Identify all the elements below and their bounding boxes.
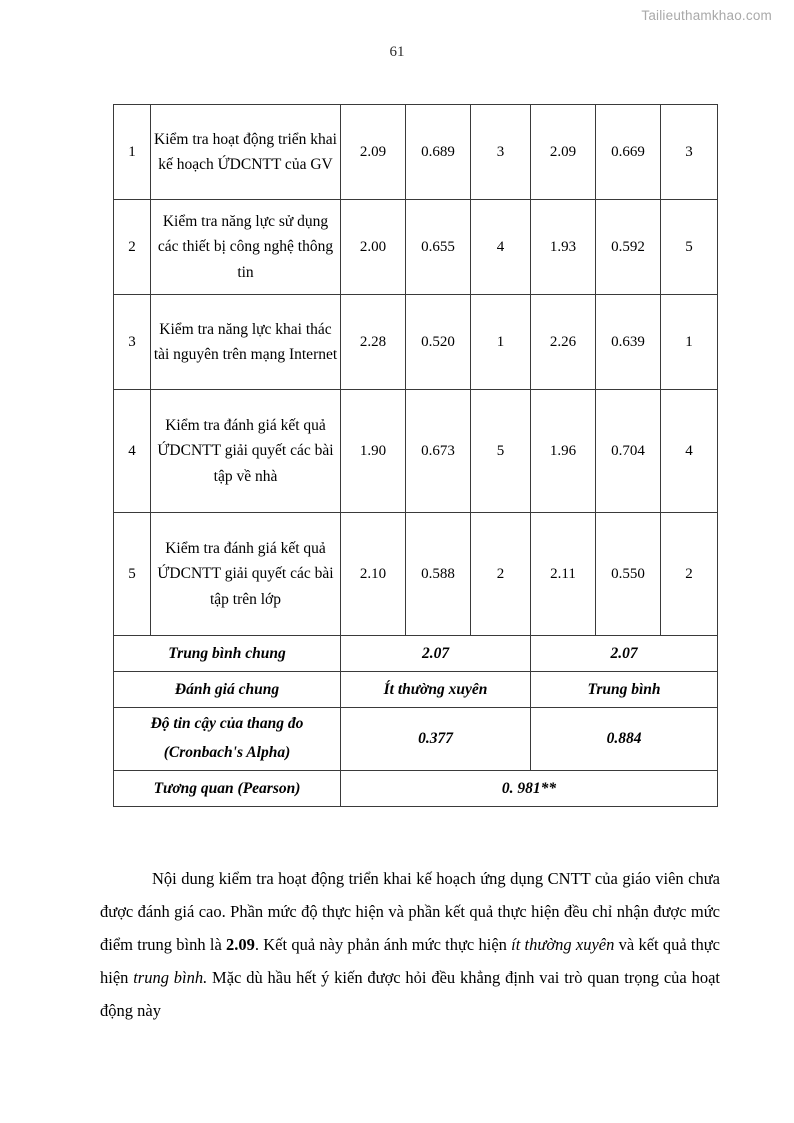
row-rank-a: 5 (471, 390, 531, 513)
reliability-value-a: 0.377 (341, 708, 531, 771)
row-index: 2 (114, 200, 151, 295)
reliability-value-b: 0.884 (531, 708, 718, 771)
table-row (114, 513, 718, 636)
table-row (114, 390, 718, 513)
row-name: Kiểm tra hoạt động triển khai kế hoạch ỨDCNTT của GV (151, 105, 341, 200)
paragraph-segment-4: Mặc dù hầu hết ý kiến được hỏi đều khẳng định vai trò quan trọng của hoạt động này (100, 967, 720, 1020)
row-sd-a: 0.689 (406, 105, 471, 200)
assessment-value-b: Trung bình (531, 672, 718, 708)
table-row (114, 200, 718, 295)
row-sd-a: 0.655 (406, 200, 471, 295)
average-value-b: 2.07 (531, 636, 718, 672)
row-mean-a: 1.90 (341, 390, 406, 513)
assessment-value-a: Ít thường xuyên (341, 672, 531, 708)
row-rank-b: 5 (661, 200, 718, 295)
average-value-a: 2.07 (341, 636, 531, 672)
row-rank-a: 3 (471, 105, 531, 200)
row-mean-b: 2.26 (531, 295, 596, 390)
row-rank-a: 1 (471, 295, 531, 390)
body-paragraph (100, 862, 720, 1027)
row-mean-a: 2.00 (341, 200, 406, 295)
row-index: 4 (114, 390, 151, 513)
row-sd-b: 0.669 (596, 105, 661, 200)
reliability-label (114, 708, 341, 771)
table-row (114, 105, 718, 200)
row-index: 5 (114, 513, 151, 636)
row-index: 1 (114, 105, 151, 200)
assessment-label: Đánh giá chung (114, 672, 341, 708)
row-name: Kiểm tra đánh giá kết quả ỨDCNTT giải quyết các bài tập trên lớp (151, 513, 341, 636)
paragraph-segment-1: Nội dung kiểm tra hoạt động triển khai kế hoạch ứng dụng CNTT của giáo viên chưa được đánh giá cao. Phần mức độ thực hiện và phần kết quả thực hiện đều chỉ nhận được mức điểm trung bình là (100, 868, 720, 954)
row-mean-a: 2.28 (341, 295, 406, 390)
watermark-text: Tailieuthamkhao.com (641, 8, 772, 23)
row-name: Kiểm tra đánh giá kết quả ỨDCNTT giải quyết các bài tập về nhà (151, 390, 341, 513)
row-mean-b: 2.09 (531, 105, 596, 200)
correlation-label: Tương quan (Pearson) (114, 771, 341, 807)
row-mean-a: 2.10 (341, 513, 406, 636)
row-sd-b: 0.639 (596, 295, 661, 390)
row-rank-b: 1 (661, 295, 718, 390)
row-sd-b: 0.704 (596, 390, 661, 513)
row-mean-a: 2.09 (341, 105, 406, 200)
row-rank-a: 2 (471, 513, 531, 636)
row-index: 3 (114, 295, 151, 390)
row-sd-a: 0.520 (406, 295, 471, 390)
row-rank-a: 4 (471, 200, 531, 295)
results-table-container (113, 104, 717, 807)
row-sd-b: 0.592 (596, 200, 661, 295)
row-rank-b: 4 (661, 390, 718, 513)
row-rank-b: 3 (661, 105, 718, 200)
row-mean-b: 1.96 (531, 390, 596, 513)
row-mean-b: 2.11 (531, 513, 596, 636)
paragraph-italic-1: ít thường xuyên (511, 934, 615, 954)
row-sd-a: 0.673 (406, 390, 471, 513)
row-name: Kiểm tra năng lực khai thác tài nguyên trên mạng Internet (151, 295, 341, 390)
row-sd-a: 0.588 (406, 513, 471, 636)
table-row (114, 295, 718, 390)
summary-row-assessment (114, 672, 718, 708)
reliability-label-line1: Độ tin cậy của thang đo (150, 715, 304, 733)
paragraph-italic-2: trung bình. (133, 967, 208, 987)
page-number: 61 (389, 44, 405, 60)
average-label: Trung bình chung (114, 636, 341, 672)
paragraph-segment-3: và kết quả thực hiện (100, 934, 720, 987)
correlation-value: 0. 981** (341, 771, 718, 807)
paragraph-bold-score: 2.09 (226, 934, 255, 954)
summary-row-correlation (114, 771, 718, 807)
row-sd-b: 0.550 (596, 513, 661, 636)
reliability-label-line2: (Cronbach's Alpha) (163, 744, 291, 761)
row-name: Kiểm tra năng lực sử dụng các thiết bị công nghệ thông tin (151, 200, 341, 295)
row-mean-b: 1.93 (531, 200, 596, 295)
summary-row-average (114, 636, 718, 672)
summary-row-reliability (114, 708, 718, 771)
results-table (113, 104, 718, 807)
row-rank-b: 2 (661, 513, 718, 636)
paragraph-segment-2: . Kết quả này phản ánh mức thực hiện (254, 934, 512, 954)
